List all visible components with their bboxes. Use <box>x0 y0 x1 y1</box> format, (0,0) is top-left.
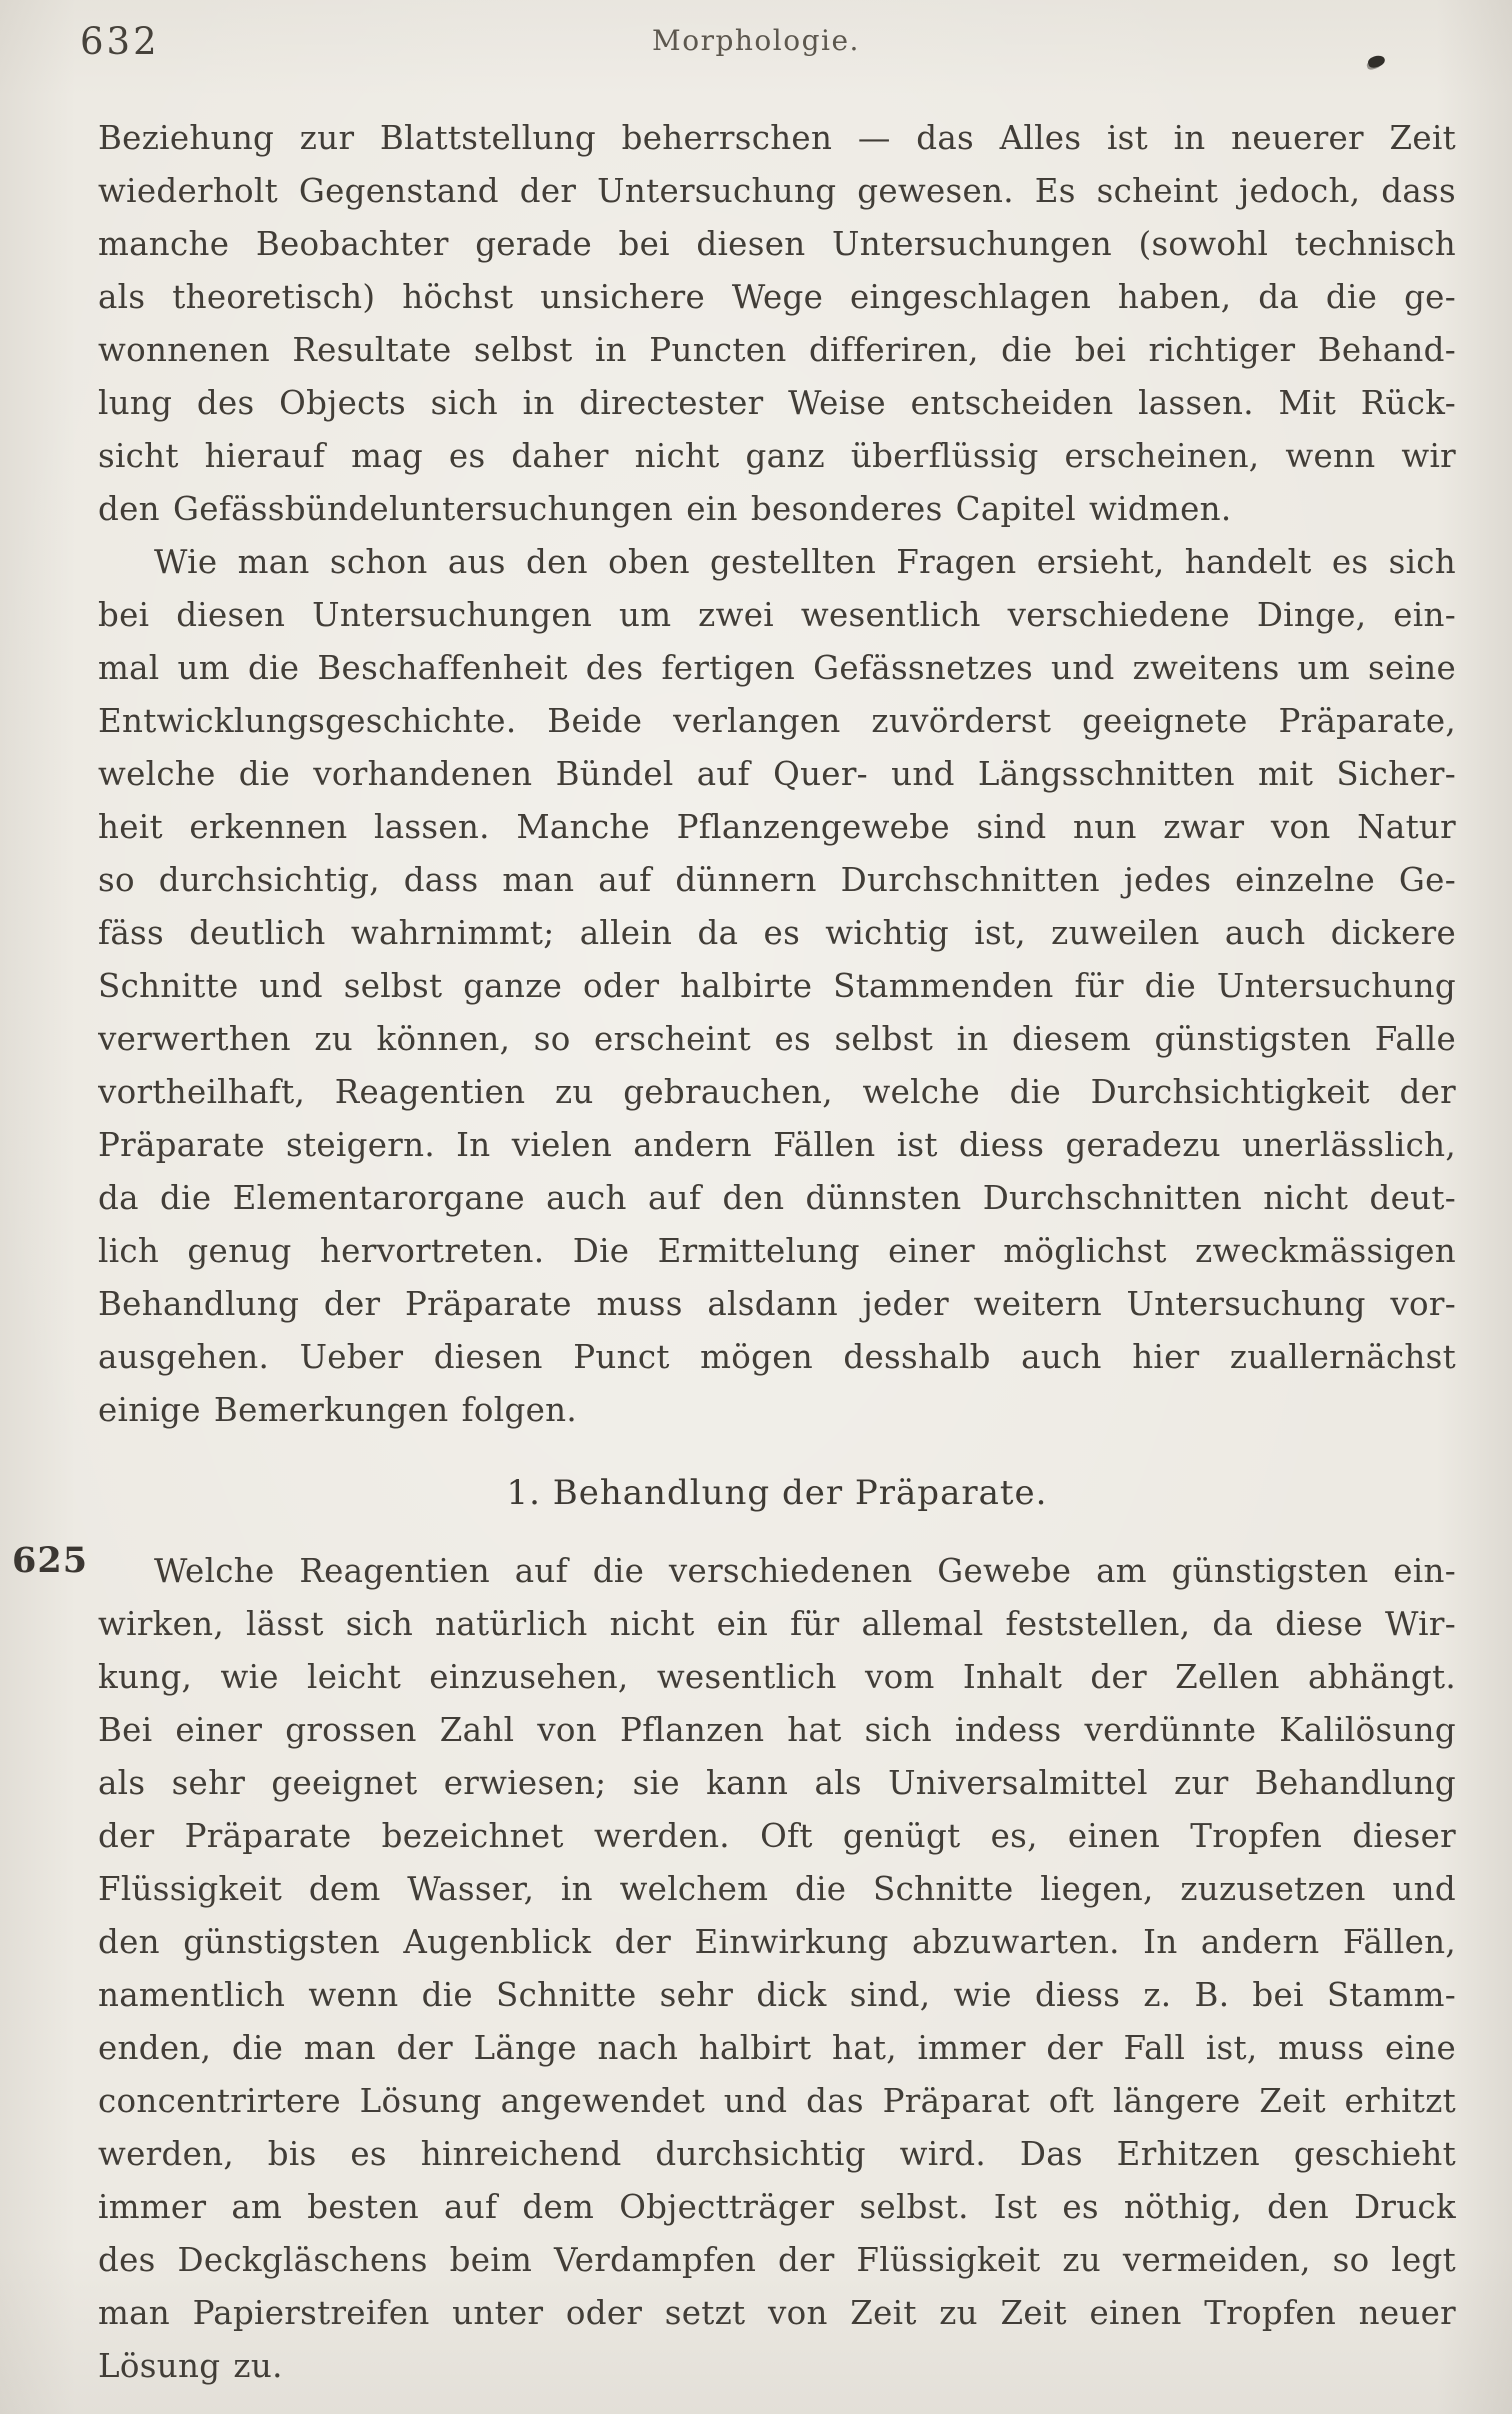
text-line: sicht hierauf mag es daher nicht ganz überflüssig erscheinen, wenn wir <box>98 437 1456 475</box>
text-line: bei diesen Untersuchungen um zwei wesentlich verschiedene Dinge, ein- <box>98 596 1456 634</box>
margin-section-number: 625 <box>12 1540 89 1581</box>
text-line: als sehr geeignet erwiesen; sie kann als Universalmittel zur Behandlung <box>98 1764 1456 1802</box>
text-line: enden, die man der Länge nach halbirt hat, immer der Fall ist, muss eine <box>98 2029 1456 2067</box>
paragraph <box>98 112 1456 536</box>
text-line: als theoretisch) höchst unsichere Wege eingeschlagen haben, da die ge- <box>98 278 1456 316</box>
text-line: wirken, lässt sich natürlich nicht ein für allemal feststellen, da diese Wir- <box>98 1605 1456 1643</box>
text-line: Präparate steigern. In vielen andern Fällen ist diess geradezu unerlässlich, <box>98 1126 1456 1164</box>
text-line: lich genug hervortreten. Die Ermittelung einer möglichst zweckmässigen <box>98 1232 1456 1270</box>
text-line: des Deckgläschens beim Verdampfen der Flüssigkeit zu vermeiden, so legt <box>98 2241 1456 2279</box>
paragraph <box>98 536 1456 1437</box>
text-line: namentlich wenn die Schnitte sehr dick sind, wie diess z. B. bei Stamm- <box>98 1976 1456 2014</box>
text-line: concentrirtere Lösung angewendet und das Präparat oft längere Zeit erhitzt <box>98 2082 1456 2120</box>
text-line: den günstigsten Augenblick der Einwirkung abzuwarten. In andern Fällen, <box>98 1923 1456 1961</box>
text-line: der Präparate bezeichnet werden. Oft genügt es, einen Tropfen dieser <box>98 1817 1456 1855</box>
text-line: wiederholt Gegenstand der Untersuchung gewesen. Es scheint jedoch, dass <box>98 172 1456 210</box>
text-line: welche die vorhandenen Bündel auf Quer- und Längsschnitten mit Sicher- <box>98 755 1456 793</box>
text-line: einige Bemerkungen folgen. <box>98 1391 577 1429</box>
text-line: Lösung zu. <box>98 2347 283 2385</box>
text-line: verwerthen zu können, so erscheint es selbst in diesem günstigsten Falle <box>98 1020 1456 1058</box>
page-header <box>0 16 1512 72</box>
text-line: fäss deutlich wahrnimmt; allein da es wichtig ist, zuweilen auch dickere <box>98 914 1456 952</box>
text-line: so durchsichtig, dass man auf dünnern Durchschnitten jedes einzelne Ge- <box>98 861 1456 899</box>
text-line: den Gefässbündeluntersuchungen ein besonderes Capitel widmen. <box>98 490 1232 528</box>
text-line: ausgehen. Ueber diesen Punct mögen desshalb auch hier zuallernächst <box>98 1338 1456 1376</box>
text-line: manche Beobachter gerade bei diesen Untersuchungen (sowohl technisch <box>98 225 1456 263</box>
text-line: Welche Reagentien auf die verschiedenen Gewebe am günstigsten ein- <box>154 1552 1456 1590</box>
text-line: mal um die Beschaffenheit des fertigen Gefässnetzes und zweitens um seine <box>98 649 1456 687</box>
page-number: 632 <box>80 20 160 63</box>
text-line: Schnitte und selbst ganze oder halbirte Stammenden für die Untersuchung <box>98 967 1456 1005</box>
section-heading: 1. Behandlung der Präparate. <box>506 1473 1048 1513</box>
text-line: Beziehung zur Blattstellung beherrschen — das Alles ist in neuerer Zeit <box>98 119 1456 157</box>
text-line: werden, bis es hinreichend durchsichtig wird. Das Erhitzen geschieht <box>98 2135 1456 2173</box>
text-line: kung, wie leicht einzusehen, wesentlich vom Inhalt der Zellen abhängt. <box>98 1658 1456 1696</box>
text-line: lung des Objects sich in directester Weise entscheiden lassen. Mit Rück- <box>98 384 1456 422</box>
text-line: Bei einer grossen Zahl von Pflanzen hat sich indess verdünnte Kalilösung <box>98 1711 1456 1749</box>
text-line: heit erkennen lassen. Manche Pflanzengewebe sind nun zwar von Natur <box>98 808 1456 846</box>
text-line: immer am besten auf dem Objectträger selbst. Ist es nöthig, den Druck <box>98 2188 1456 2226</box>
text-line: Flüssigkeit dem Wasser, in welchem die Schnitte liegen, zuzusetzen und <box>98 1870 1456 1908</box>
paragraph <box>98 1545 1456 2393</box>
text-line: man Papierstreifen unter oder setzt von Zeit zu Zeit einen Tropfen neuer <box>98 2294 1456 2332</box>
text-line: da die Elementarorgane auch auf den dünnsten Durchschnitten nicht deut- <box>98 1179 1456 1217</box>
running-title: Morphologie. <box>652 24 860 57</box>
text-line: Behandlung der Präparate muss alsdann jeder weitern Untersuchung vor- <box>98 1285 1456 1323</box>
text-line: wonnenen Resultate selbst in Puncten differiren, die bei richtiger Behand- <box>98 331 1456 369</box>
text-line: Wie man schon aus den oben gestellten Fragen ersieht, handelt es sich <box>154 543 1456 581</box>
text-line: Entwicklungsgeschichte. Beide verlangen zuvörderst geeignete Präparate, <box>98 702 1456 740</box>
text-column <box>98 112 1456 2393</box>
text-line: vortheilhaft, Reagentien zu gebrauchen, welche die Durchsichtigkeit der <box>98 1073 1456 1111</box>
